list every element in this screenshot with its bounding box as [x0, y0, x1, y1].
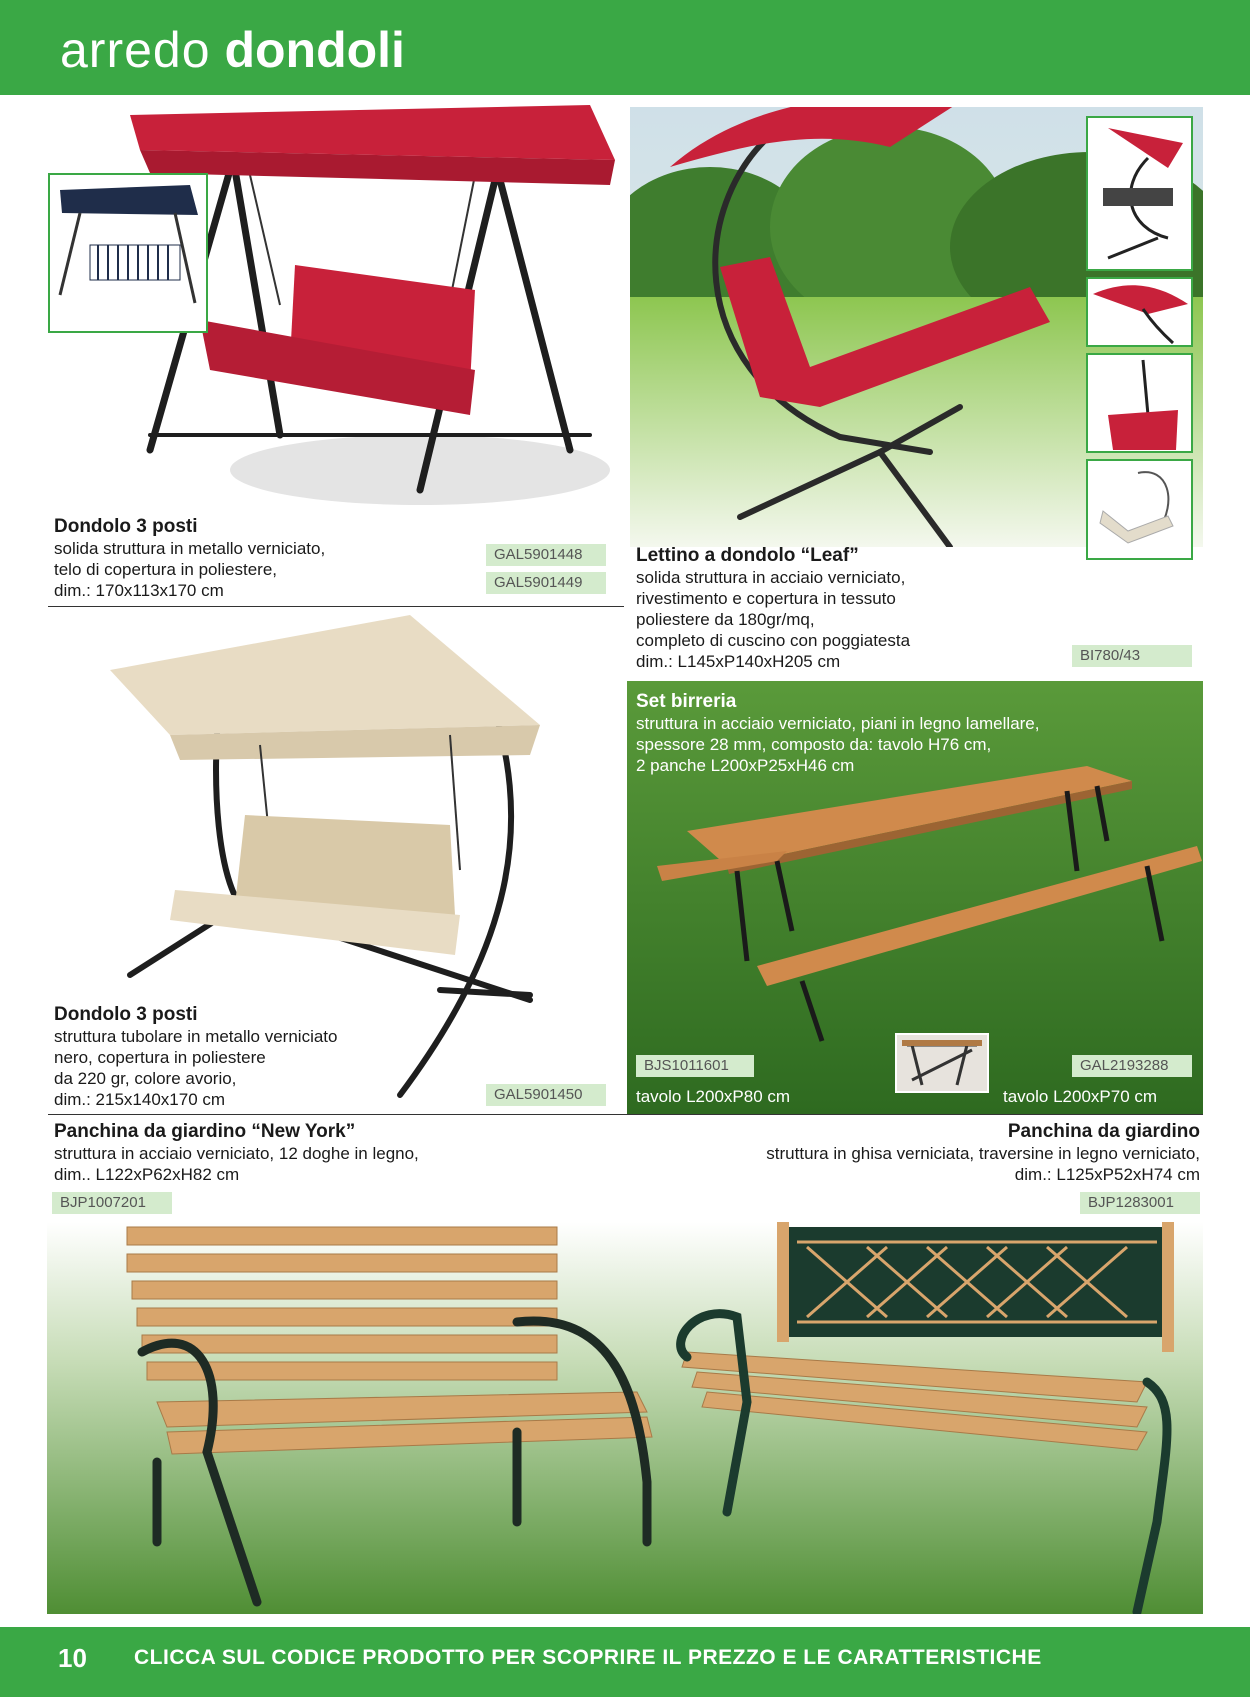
beer-set-title: Set birreria — [636, 691, 737, 712]
footer-cta[interactable]: CLICCA SUL CODICE PRODOTTO PER SCOPRIRE IL PREZZO E LE CARATTERISTICHE — [134, 1646, 1042, 1669]
beer-set-detail-thumbnail — [895, 1033, 989, 1093]
product-code-bjs1011601[interactable]: BJS1011601 — [636, 1055, 754, 1077]
leaf-description: solida struttura in acciaio verniciato, rivestimento e copertura in tessuto poliestere da 180gr/mq, completo di cuscino con poggiatesta dim.: L145xP140xH205 cm — [636, 568, 911, 671]
product-code-gal5901450[interactable]: GAL5901450 — [486, 1084, 606, 1106]
page-number: 10 — [58, 1643, 87, 1673]
product-code-gal5901448[interactable]: GAL5901448 — [486, 544, 606, 566]
leaf-thumbnail-1 — [1086, 116, 1193, 271]
bench-ny-title: Panchina da giardino “New York” — [54, 1121, 356, 1142]
bench-cast-title: Panchina da giardino — [1007, 1121, 1200, 1142]
swing-ivory-title: Dondolo 3 posti — [54, 1004, 198, 1025]
product-code-gal5901449[interactable]: GAL5901449 — [486, 572, 606, 594]
swing-thumbnail — [48, 173, 208, 333]
product-code-bjp1007201[interactable]: BJP1007201 — [52, 1192, 172, 1214]
leaf-thumbnail-2 — [1086, 277, 1193, 347]
leaf-thumbnail-3 — [1086, 353, 1193, 453]
swing-ivory-description: struttura tubolare in metallo verniciato nero, copertura in poliestere da 220 gr, colore avorio, dim.: 215x140x170 cm — [54, 1027, 338, 1109]
benches-image — [47, 1222, 1203, 1614]
bench-ny-description: struttura in acciaio verniciato, 12 doghe in legno, dim.. L122xP62xH82 cm — [54, 1144, 419, 1184]
product-code-gal2193288[interactable]: GAL2193288 — [1072, 1055, 1192, 1077]
swing-red-description: solida struttura in metallo verniciato, telo di copertura in poliestere, dim.: 170x113x170 cm — [54, 539, 326, 600]
beer-set-text — [636, 691, 1039, 776]
leaf-title: Lettino a dondolo “Leaf” — [636, 545, 859, 566]
product-code-bjp1283001[interactable]: BJP1283001 — [1080, 1192, 1200, 1214]
leaf-thumbnail-4 — [1086, 459, 1193, 560]
swing-red-title: Dondolo 3 posti — [54, 516, 198, 537]
product-code-bi780-43[interactable]: BI780/43 — [1072, 645, 1192, 667]
beer-set-description: struttura in acciaio verniciato, piani in legno lamellare, spessore 28 mm, composto da: tavolo H76 cm, 2 panche L200xP25xH46 cm — [636, 714, 1040, 775]
title-light: arredo — [60, 22, 211, 78]
title-bold: dondoli — [224, 22, 405, 78]
beer-set-label-left: tavolo L200xP80 cm — [636, 1087, 791, 1106]
divider — [48, 606, 624, 607]
bench-cast-description: struttura in ghisa verniciata, traversine in legno verniciato, dim.: L125xP52xH74 cm — [766, 1144, 1200, 1184]
beer-set-label-right: tavolo L200xP70 cm — [1003, 1087, 1158, 1106]
page-title — [60, 22, 405, 78]
divider — [48, 1114, 1203, 1115]
